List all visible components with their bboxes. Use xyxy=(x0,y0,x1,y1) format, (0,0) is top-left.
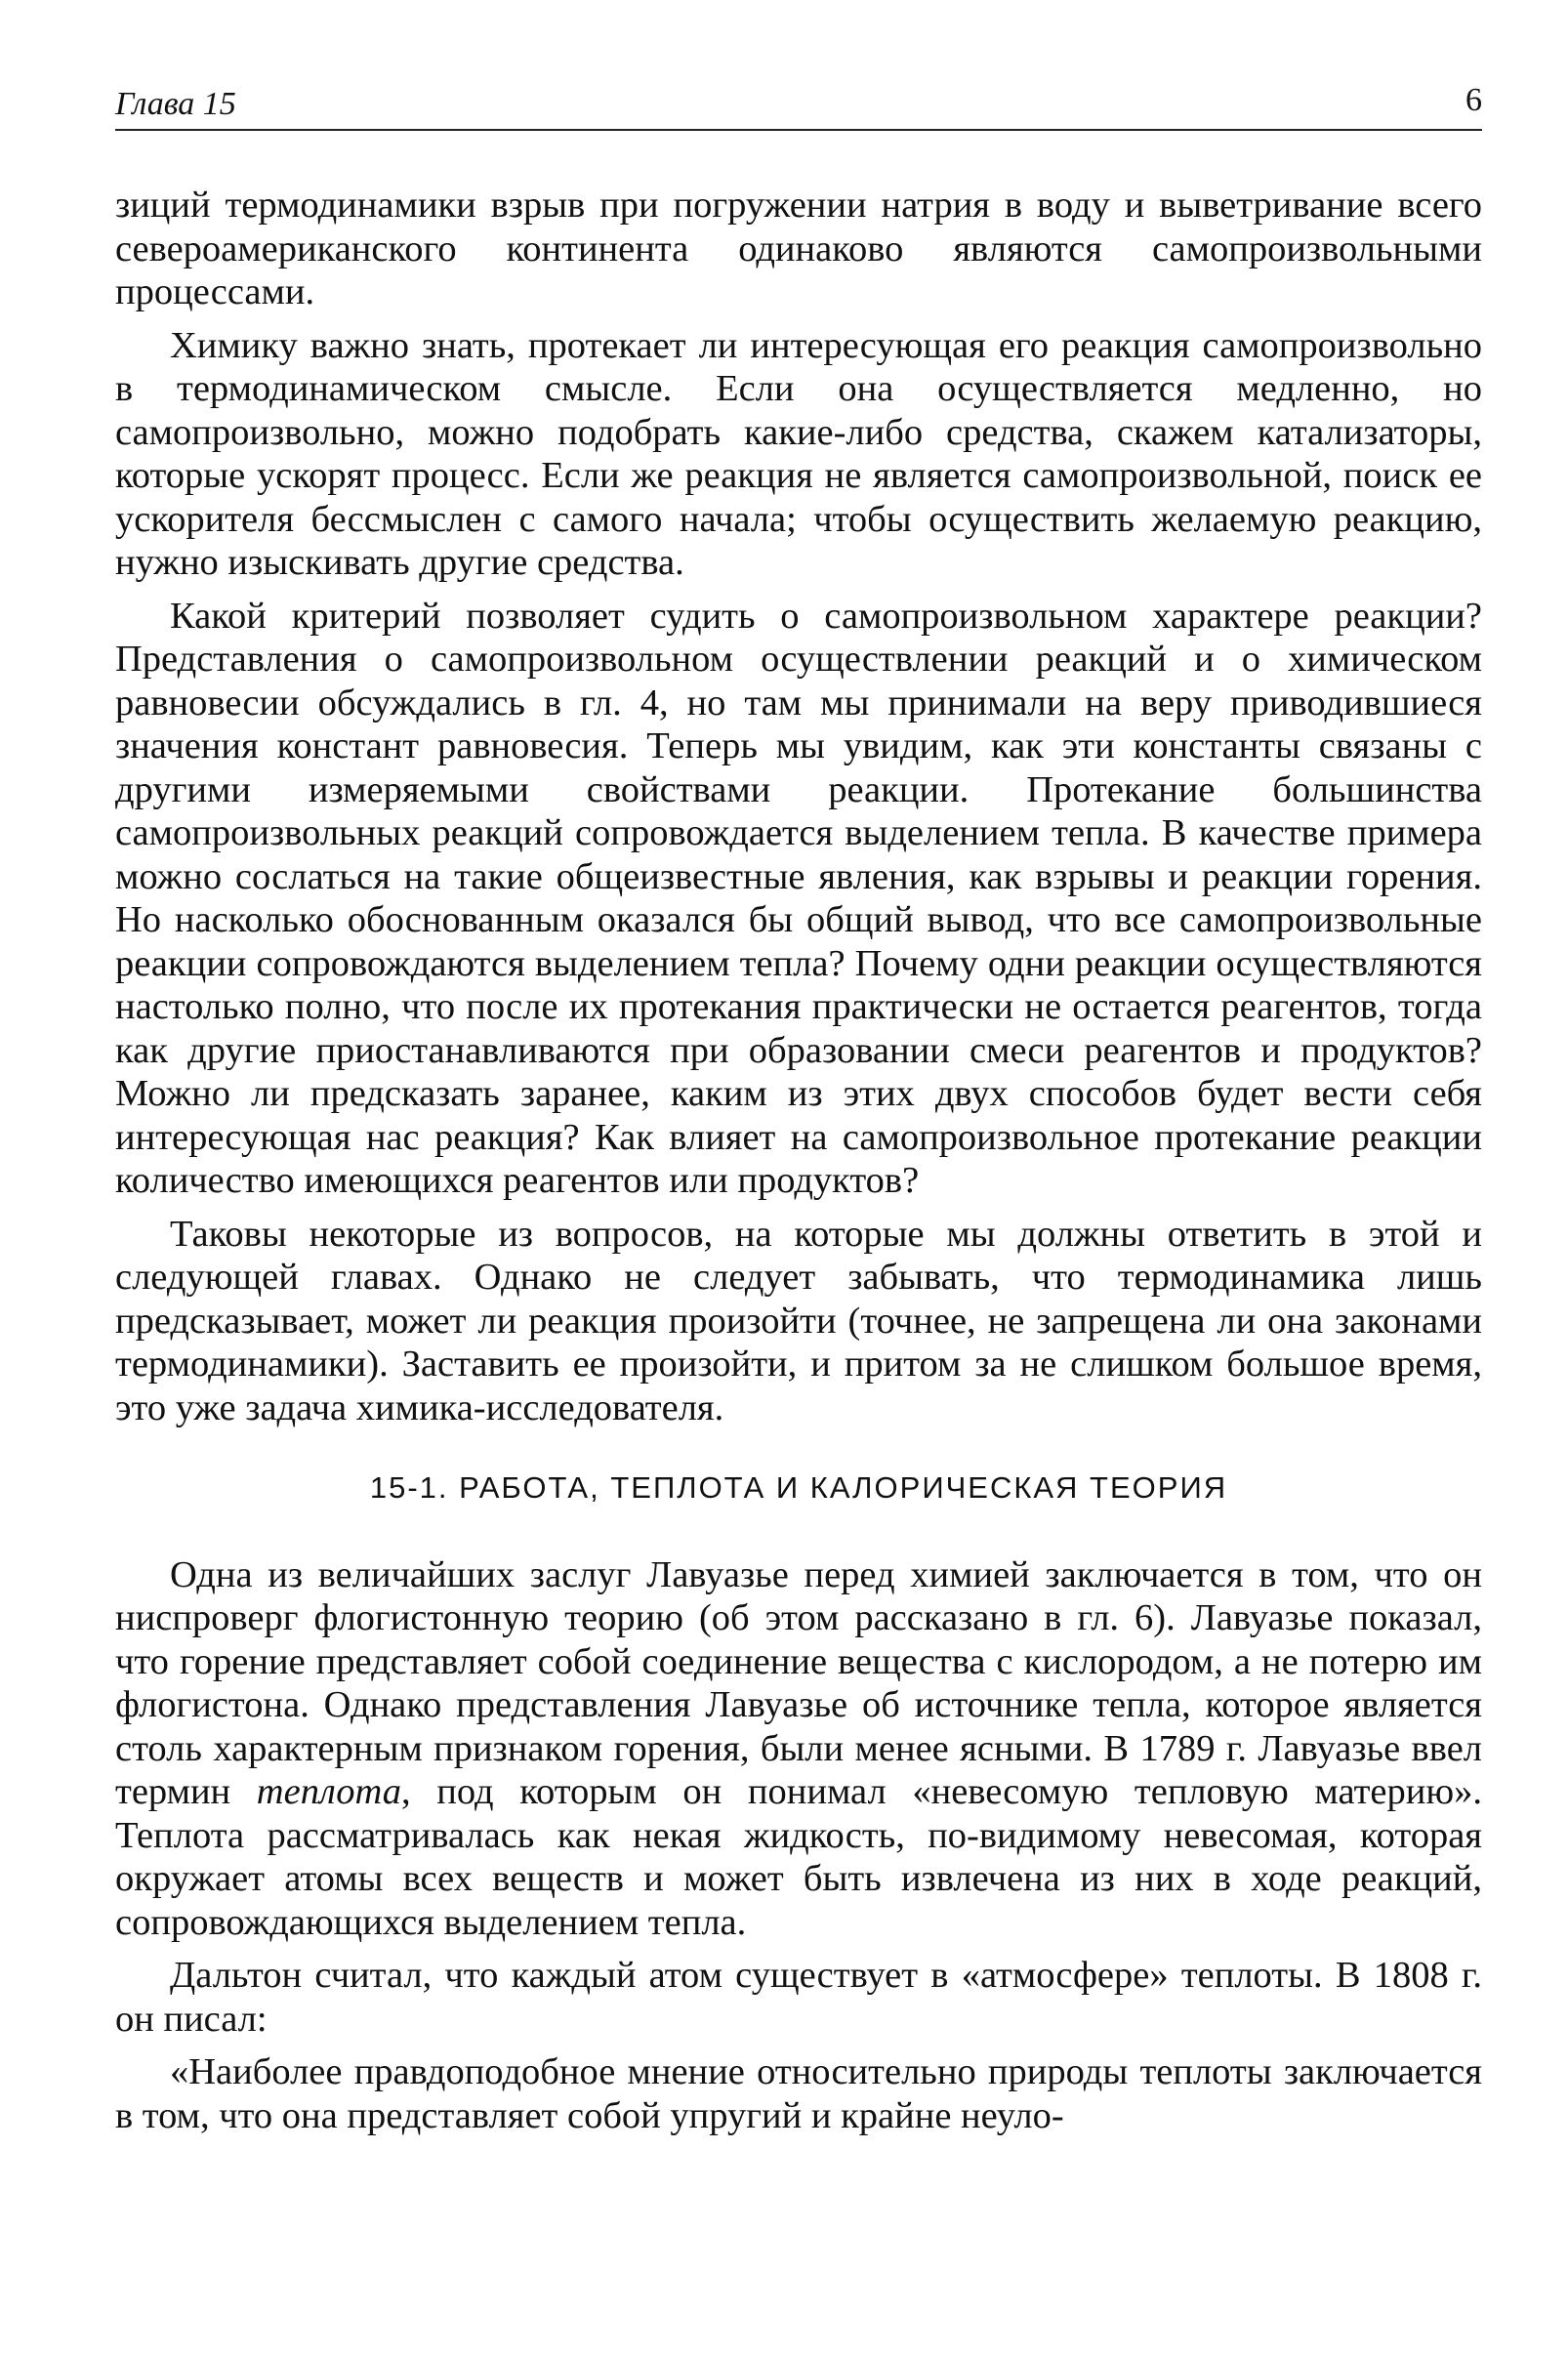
paragraph-continuation: зиций термодинамики взрыв при погружении натрия в воду и выветривание всего североамериканского континента одинаково являются самопроизвольными процессами. xyxy=(115,185,1482,312)
paragraph: Химику важно знать, протекает ли интересующая его реакция самопроизвольно в термодинамическом смысле. Если она осуществляется медленно, но самопроизвольно, можно подобрать какие-либо средства, скажем катализаторы, которые ускорят процесс. Если же реакция не является самопроизвольной, поиск ее ускорителя бессмыслен с самого начала; чтобы осуществить желаемую реакцию, нужно изыскивать другие средства. xyxy=(115,324,1482,583)
chapter-title: Глава 15 xyxy=(115,86,236,122)
paragraph: Дальтон считал, что каждый атом существует в «атмосфере» теплоты. В 1808 г. он писал: xyxy=(115,1955,1482,2040)
running-header xyxy=(115,66,1482,131)
section-heading: 15-1. РАБОТА, ТЕПЛОТА И КАЛОРИЧЕСКАЯ ТЕОРИЯ xyxy=(369,1470,1228,1505)
page-number: 6 xyxy=(1465,82,1482,118)
paragraph-text: Одна из величайших заслуг Лавуазье перед химией заключается в том, что он ниспроверг флогистонную теорию (об этом рассказано в гл. 6). Лавуазье показал, что горение представляет собой соединение вещества с кислородом, а не потерю им флогистона. Однако представления Лавуазье об источнике тепла, которое является столь характерным признаком горения, были менее ясными. В 1789 г. Лавуазье ввел термин xyxy=(115,1553,1482,1812)
paragraph xyxy=(115,1553,1482,1945)
paragraph: Какой критерий позволяет судить о самопроизвольном характере реакции? Представления о самопроизвольном осуществлении реакций и о химическом равновесии обсуждались в гл. 4, но там мы принимали на веру приводившиеся значения констант равновесия. Теперь мы увидим, как эти константы связаны с другими измеряемыми свойствами реакции. Протекание большинства самопроизвольных реакций сопровождается выделением тепла. В качестве примера можно сослаться на такие общеизвестные явления, как взрывы и реакции горения. Но насколько обоснованным оказался бы общий вывод, что все самопроизвольные реакции сопровождаются выделением тепла? Почему одни реакции осуществляются настолько полно, что после их протекания практически не остается реагентов, тогда как другие приостанавливаются при образовании смеси реагентов и продуктов? Можно ли предсказать заранее, каким из этих двух способов будет вести себя интересующая нас реакция? Как влияет на самопроизвольное протекание реакции количество имеющихся реагентов или продуктов? xyxy=(115,595,1482,1201)
main-text xyxy=(115,184,1482,2137)
italic-term: теплота xyxy=(256,1771,401,1812)
paragraph: Таковы некоторые из вопросов, на которые мы должны ответить в этой и следующей главах. Однако не следует забывать, что термодинамика лишь предсказывает, может ли реакция произойти (точнее, не запрещена ли она законами термодинамики). Заставить ее произойти, и притом за не слишком большое время, это уже задача химика-исследователя. xyxy=(115,1213,1482,1428)
quotation: «Наиболее правдоподобное мнение относительно природы теплоты заключается в том, что она представляет собой упругий и крайне неуло- xyxy=(115,2051,1482,2136)
book-page xyxy=(115,66,1482,2147)
paragraph-text: , под которым он понимал «невесомую тепловую материю». Теплота рассматривалась как некая жидкость, по-видимому невесомая, которая окружает атомы всех веществ и может быть извлечена из них в ходе реакций, сопровождающихся выделением тепла. xyxy=(115,1771,1482,1943)
